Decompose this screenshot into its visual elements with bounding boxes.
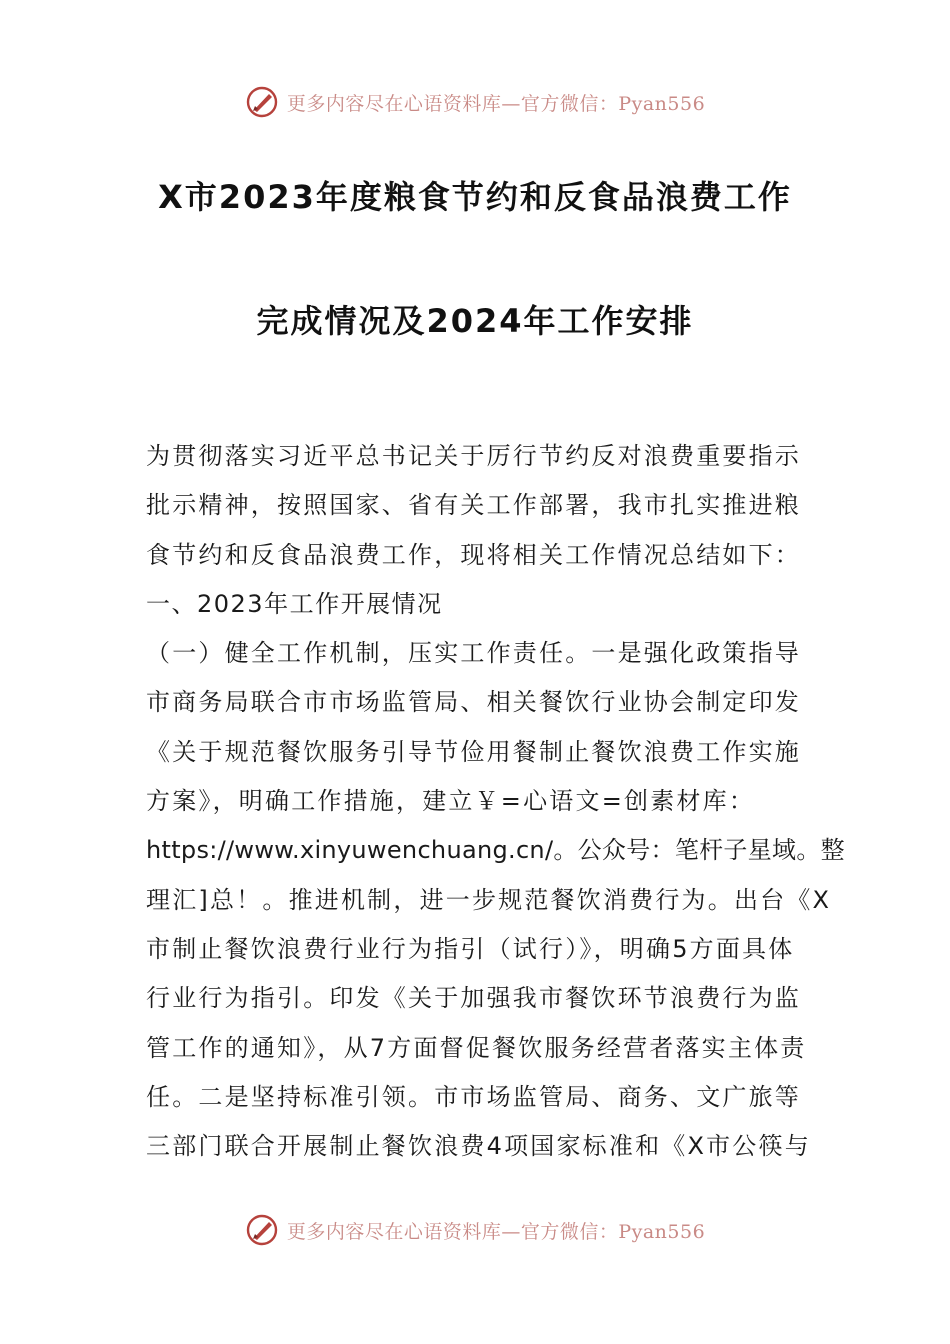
watermark-text: 更多内容尽在心语资料库—官方微信：Pyan556 (286, 92, 706, 115)
document-body (146, 432, 845, 1171)
body-line: 为贯彻落实习近平总书记关于厉行节约反对浪费重要指示 (146, 442, 801, 470)
body-line: 管工作的通知》，从7方面督促餐饮服务经营者落实主体责 (146, 1033, 807, 1062)
pen-circle-logo-icon (245, 85, 279, 119)
document-title-line-1: X市2023年度粮食节约和反食品浪费工作 (158, 178, 792, 216)
document-title-line-2: 完成情况及2024年工作安排 (256, 302, 694, 340)
header-watermark (0, 80, 950, 124)
body-line-url: https://www.xinyuwenchuang.cn/。公众号：笔杆子星域。整 (146, 836, 845, 865)
watermark-text: 更多内容尽在心语资料库—官方微信：Pyan556 (286, 1220, 706, 1243)
body-line: 方案》，明确工作措施，建立￥=心语文=创素材库： (146, 787, 756, 816)
body-line: 批示精神，按照国家、省有关工作部署，我市扎实推进粮 (146, 491, 801, 520)
body-line: 行业行为指引。印发《关于加强我市餐饮环节浪费行为监 (146, 984, 801, 1013)
body-line: 任。二是坚持标准引领。市市场监管局、商务、文广旅等 (146, 1082, 801, 1111)
body-line: 《关于规范餐饮服务引导节俭用餐制止餐饮浪费工作实施 (146, 737, 801, 766)
body-line: 理汇]总！。推进机制，进一步规范餐饮消费行为。出台《X (146, 885, 832, 914)
body-line: （一）健全工作机制，压实工作责任。一是强化政策指导 (146, 639, 801, 668)
pen-circle-logo-icon (245, 1213, 279, 1247)
body-line: 食节约和反食品浪费工作，现将相关工作情况总结如下： (146, 540, 801, 569)
body-line: 市商务局联合市市场监管局、相关餐饮行业协会制定印发 (146, 688, 801, 717)
section-heading: 一、2023年工作开展情况 (146, 589, 443, 618)
body-line: 市制止餐饮浪费行业行为指引（试行）》，明确5方面具体 (146, 934, 795, 963)
body-line: 三部门联合开展制止餐饮浪费4项国家标准和《X市公筷与 (146, 1132, 811, 1161)
footer-watermark (0, 1208, 950, 1252)
